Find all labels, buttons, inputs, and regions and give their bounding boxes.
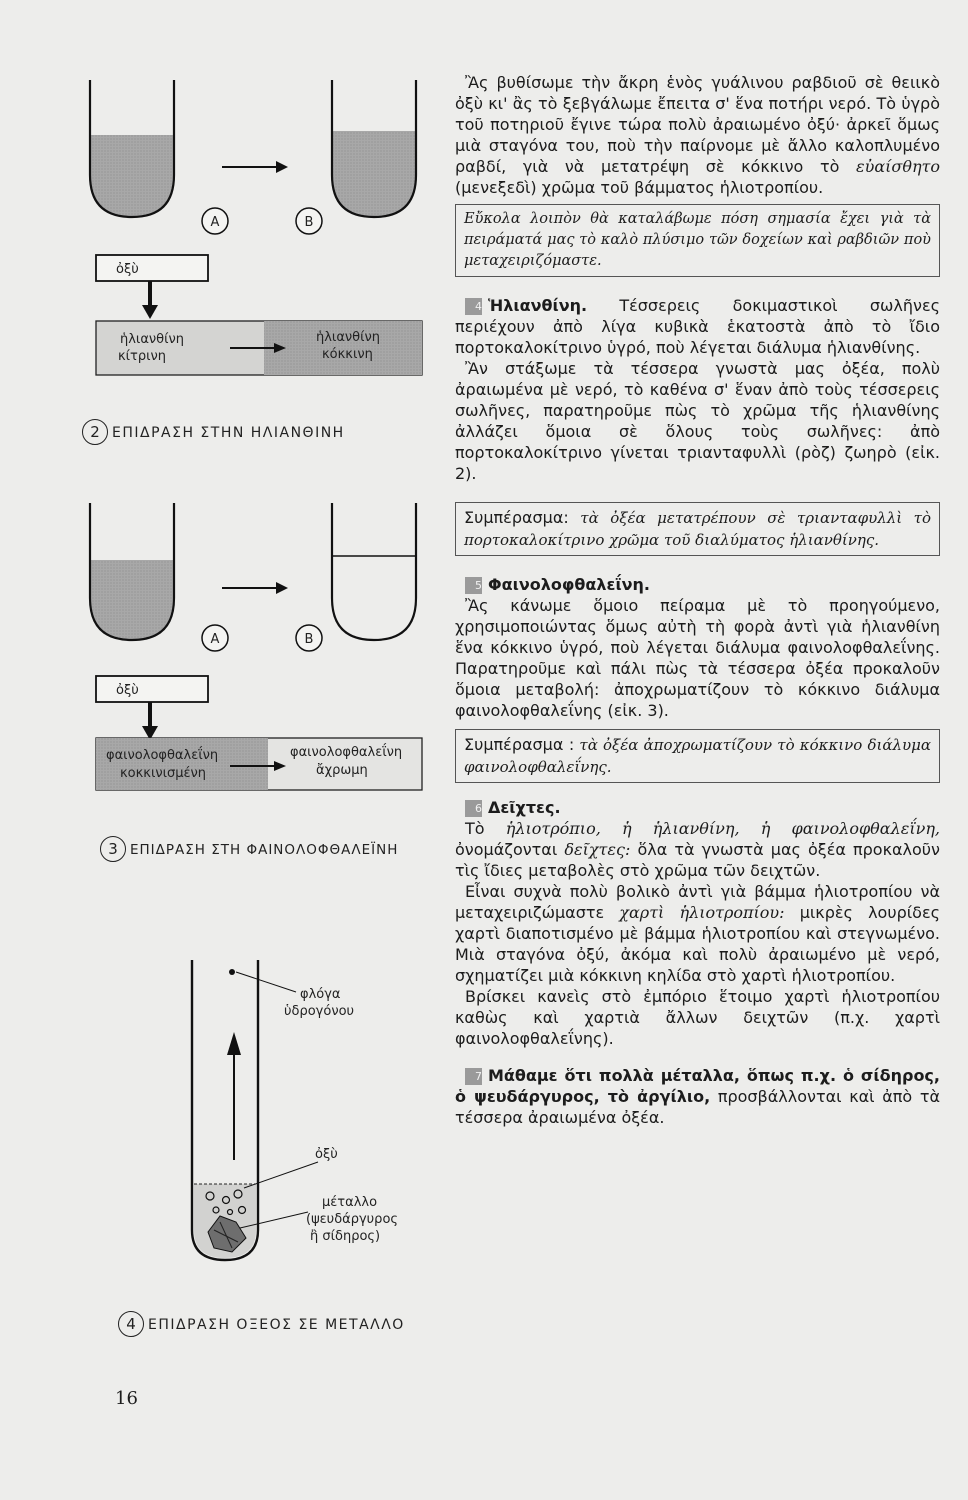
strip-right-line-2: κόκκινη bbox=[322, 347, 373, 362]
section-6-marker: 6 bbox=[465, 800, 482, 817]
text-column bbox=[455, 72, 940, 1128]
figure-3-number: 3 bbox=[100, 836, 126, 862]
section-7-marker: 7 bbox=[465, 1068, 482, 1085]
metal-label-1: μέταλλο bbox=[322, 1195, 378, 1210]
strip-left-line-2: κίτρινη bbox=[118, 349, 167, 364]
figure-4-caption bbox=[118, 1311, 405, 1337]
section-5-paragraph: Ἂς κάνωμε ὅμοιο πείραμα μὲ τὸ προηγούμενο, χρησιμοποιώντας ὅμως αὐτὴ τὴ φορὰ ἀντὶ γιὰ ἡλιανθίνη ἕνα κόκκινο ὑγρό, ποὺ λέγεται διάλυμα φαινολοφθαλεΐνης. Παρατηροῦμε καὶ πάλι πὼς τὰ τέσσερα ὀξέα προκαλοῦν ὅμοια μεταβολή: ἀποχρωματίζουν τὸ κόκκινο διάλυμα φαινολοφθαλεΐνης (εἰκ. 3). bbox=[455, 596, 940, 720]
conclusion-2-text: Συμπέρασμα : τὰ ὀξέα ἀποχρωματίζουν τὸ κόκκινο διάλυμα φαινολοφθαλεΐνης. bbox=[464, 735, 931, 776]
section-4-marker: 4 bbox=[465, 298, 482, 315]
section-5-marker: 5 bbox=[465, 577, 482, 594]
flame-label-1: φλόγα bbox=[300, 987, 341, 1002]
conclusion-1-text: Συμπέρασμα: τὰ ὀξέα μετατρέπουν σὲ τριανταφυλλὶ τὸ πορτοκαλοκίτρινο χρῶμα τοῦ διαλύματος ἡλιανθίνης. bbox=[464, 508, 931, 549]
strip-left-line-1: ἡλιανθίνη bbox=[120, 332, 185, 347]
section-6-paragraph-3: Βρίσκει κανεὶς στὸ ἐμπόριο ἕτοιμο χαρτὶ ἡλιοτροπίου καθὼς καὶ χαρτιὰ ἄλλων δειχτῶν (π.χ. χαρτὶ φαινολοφθαλεΐνης). bbox=[455, 987, 940, 1048]
emphasis-sensitive: εὐαίσθητο bbox=[856, 157, 941, 176]
acid-label: ὀξὺ bbox=[116, 683, 139, 698]
acid-label: ὀξὺ bbox=[315, 1147, 338, 1162]
section-7-heading: Μάθαμε ὅτι πολλὰ μέταλλα, ὅπως π.χ. ὁ σίδηρος, ὁ ψευδάργυρος, τὸ ἀργίλιο, bbox=[455, 1066, 940, 1106]
section-5 bbox=[455, 574, 940, 595]
arrow-down-icon bbox=[142, 305, 158, 319]
section-7: 7 Μάθαμε ὅτι πολλὰ μέταλλα, ὅπως π.χ. ὁ σίδηρος, ὁ ψευδάργυρος, τὸ ἀργίλιο, προσβάλλονται καὶ ἀπὸ τὰ τέσσερα ἀραιωμένα ὀξέα. bbox=[455, 1066, 941, 1127]
figure-2-number: 2 bbox=[82, 419, 108, 445]
tube-b-label: B bbox=[304, 632, 314, 647]
arrow-right-icon bbox=[276, 161, 288, 173]
page-number: 16 bbox=[115, 1388, 138, 1409]
note-text: Εὔκολα λοιπὸν θὰ καταλάβωμε πόση σημασία ἔχει γιὰ τὰ πειράματά μας τὸ καλὸ πλύσιμο τῶν δοχείων καὶ ραβδιῶν ποὺ μεταχειριζόμαστε. bbox=[464, 211, 931, 269]
conclusion-1-label: Συμπέρασμα: bbox=[464, 508, 569, 527]
tube-b-label: B bbox=[304, 215, 314, 230]
tube-a-label: A bbox=[210, 632, 220, 647]
figure-4-caption-text: ΕΠΙΔΡΑΣΗ ΟΞΕΟΣ ΣΕ ΜΕΤΑΛΛΟ bbox=[148, 1317, 405, 1333]
acid-box bbox=[96, 676, 208, 702]
section-6 bbox=[455, 797, 940, 818]
strip-right-line-1: φαινολοφθαλεΐνη bbox=[290, 745, 403, 760]
figure-2-caption-text: ΕΠΙΔΡΑΣΗ ΣΤΗΝ ΗΛΙΑΝΘΙΝΗ bbox=[112, 425, 345, 441]
conclusion-box-1 bbox=[455, 502, 940, 556]
tube-a-liquid bbox=[90, 135, 174, 217]
strip-right-line-1: ἡλιανθίνη bbox=[316, 330, 381, 345]
figure-4-number: 4 bbox=[118, 1311, 144, 1337]
arrow-up-icon bbox=[227, 1032, 241, 1055]
strip-right-line-2: ἄχρωμη bbox=[316, 763, 368, 778]
acid-label: ὀξὺ bbox=[116, 262, 139, 277]
section-4: 4 Ἡλιανθίνη. Τέσσερεις δοκιμαστικοὶ σωλῆνες περιέχουν ἀπὸ λίγα κυβικὰ ἑκατοστὰ ἀπὸ τὸ ἴδιο πορτοκαλοκίτρινο ὑγρό, ποὺ λέγεται διάλυμα ἡλιανθίνης. bbox=[455, 296, 940, 357]
flame-icon bbox=[229, 969, 235, 975]
figure-3-caption bbox=[100, 836, 398, 862]
section-6-heading: Δεῖχτες. bbox=[488, 798, 561, 817]
section-6-paragraph-2: Εἶναι συχνὰ πολὺ βολικὸ ἀντὶ γιὰ βάμμα ἡλιοτροπίου νὰ μεταχειριζώμαστε χαρτὶ ἡλιοτροπίου: μικρὲς λουρίδες χαρτὶ διαποτισμένο μὲ βάμμα ἡλιοτροπίου καὶ στεγνωμένο. Μιὰ σταγόνα ὀξύ, ἀκόμα καὶ πολὺ ἀραιωμένο μὲ νερό, σχηματίζει μιὰ κόκκινη κηλίδα στὸ χαρτὶ ἡλιοτροπίου. bbox=[455, 882, 940, 985]
arrow-right-icon bbox=[276, 582, 288, 594]
tube-b bbox=[332, 503, 416, 640]
strip-left-line-1: φαινολοφθαλεΐνη bbox=[106, 748, 219, 763]
metal-label-2: (ψευδάργυρος bbox=[306, 1212, 399, 1227]
conclusion-2-label: Συμπέρασμα : bbox=[464, 735, 575, 754]
section-4-heading: Ἡλιανθίνη. bbox=[488, 296, 588, 315]
note-box bbox=[455, 204, 940, 277]
tube-a-label: A bbox=[210, 215, 220, 230]
figure-2-diagram bbox=[80, 75, 440, 415]
conclusion-box-2 bbox=[455, 729, 940, 783]
section-4-paragraph-2: Ἂν στάξωμε τὰ τέσσερα γνωστὰ μας ὀξέα, πολὺ ἀραιωμένα μὲ νερό, τὸ καθένα σ' ἕναν ἀπὸ τοὺς τέσσερεις σωλῆνες, παρατηροῦμε πὼς τὸ χρῶμα τῆς ἡλιανθίνης ἀλλάζει ὅμοια σὲ ὅλους τοὺς σωλῆνες: ἀπὸ πορτοκαλοκίτρινο γίνεται τριανταφυλλὶ (ρὸζ) ζωηρὸ (εἰκ. 2). bbox=[455, 359, 940, 483]
figure-3-diagram bbox=[80, 498, 440, 828]
acid-box bbox=[96, 255, 208, 281]
flame-label-2: ὑδρογόνου bbox=[284, 1004, 355, 1019]
strip-left-line-2: κοκκινισμένη bbox=[120, 766, 207, 781]
tube-a-liquid bbox=[90, 560, 174, 640]
section-6-paragraph-1: Τὸ ἡλιοτρόπιο, ἡ ἡλιανθίνη, ἡ φαινολοφθαλεΐνη, ὀνομάζονται δεῖχτες: ὅλα τὰ γνωστὰ μας ὀξέα προκαλοῦν τὶς ἴδιες μεταβολὲς στὸ χρῶμα τῶν δειχτῶν. bbox=[455, 819, 940, 880]
section-5-heading: Φαινολοφθαλεΐνη. bbox=[488, 575, 650, 594]
strip-left-half bbox=[96, 738, 268, 790]
metal-label-3: ἢ σίδηρος) bbox=[310, 1229, 381, 1244]
figure-4-diagram bbox=[180, 960, 420, 1280]
figure-2-caption bbox=[82, 419, 345, 445]
intro-paragraph: Ἂς βυθίσωμε τὴν ἄκρη ἑνὸς γυάλινου ραβδιοῦ σὲ θειικὸ ὀξὺ κι' ἂς τὸ ξεβγάλωμε ἔπειτα σ' ἕνα ποτήρι νερό. Τὸ ὑγρὸ τοῦ ποτηριοῦ ἔγινε τώρα πολὺ ἀραιωμένο ὀξύ· ἀρκεῖ ὅμως μιὰ σταγόνα του, ποὺ τὴν παίρνομε μὲ ἄλλο καλοπλυμένο ραβδί, γιὰ νὰ μετατρέψη σὲ κόκκινο τὸ εὐαίσθητο (μενεξεδὶ) χρῶμα τοῦ βάμματος ἡλιοτροπίου. bbox=[455, 73, 941, 197]
figure-3-caption-text: ΕΠΙΔΡΑΣΗ ΣΤΗ ΦΑΙΝΟΛΟΦΘΑΛΕΪΝΗ bbox=[130, 842, 399, 858]
tube-b-liquid bbox=[332, 131, 416, 217]
